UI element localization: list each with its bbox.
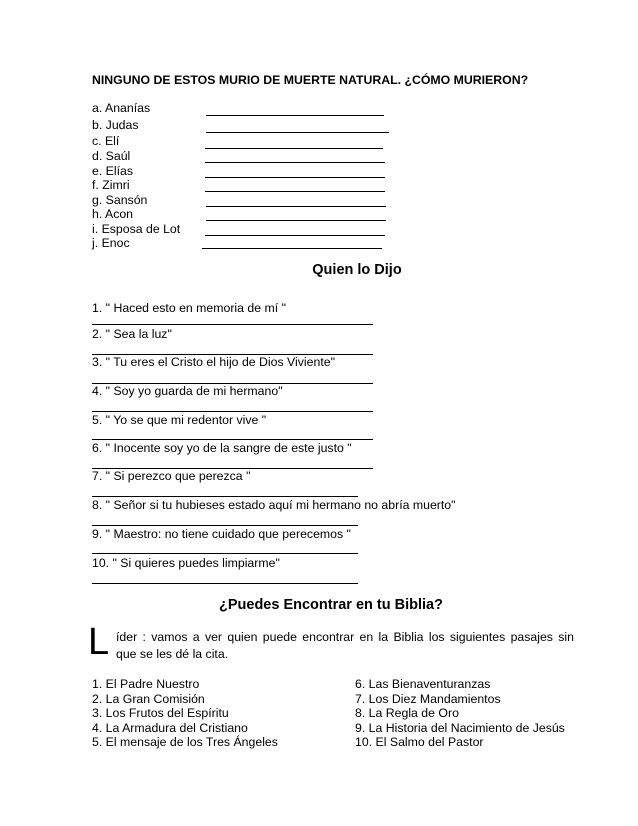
passage-item: 1. El Padre Nuestro [92, 677, 200, 691]
quote-question: 6. " Inocente soy yo de la sangre de este justo " [92, 441, 352, 455]
answer-line [92, 496, 358, 497]
answer-line [202, 248, 382, 249]
passage-item: 9. La Historia del Nacimiento de Jesús [355, 721, 565, 735]
answer-line [206, 115, 384, 116]
section1-title: NINGUNO DE ESTOS MURIO DE MUERTE NATURAL. ¿CÓMO MURIERON? [92, 73, 529, 87]
passage-item: 3. Los Frutos del Espíritu [92, 706, 229, 720]
passage-item: 7. Los Diez Mandamientos [355, 692, 501, 706]
passage-item: 6. Las Bienaventuranzas [355, 677, 491, 691]
answer-line [206, 220, 386, 221]
quote-question: 7. " Si perezco que perezca " [92, 469, 251, 483]
answer-line [92, 411, 373, 412]
death-item-label: b. Judas [92, 118, 139, 132]
death-item-label: e. Elías [92, 164, 134, 178]
death-item-label: a. Ananías [92, 101, 151, 115]
death-item-label: h. Acon [92, 207, 134, 221]
death-item-label: c. Elí [92, 134, 120, 148]
answer-line [206, 132, 389, 133]
answer-line [92, 439, 373, 440]
quote-question: 2. " Sea la luz" [92, 327, 172, 341]
passage-item: 5. El mensaje de los Tres Ángeles [92, 735, 278, 749]
quote-question: 1. " Haced esto en memoria de mí " [92, 301, 286, 315]
drop-cap-letter: L [88, 621, 110, 663]
death-item-label: f. Zimri [92, 178, 130, 192]
answer-line [205, 177, 385, 178]
instructions-line-2: que se les dé la cita. [116, 647, 229, 661]
quote-question: 9. " Maestro: no tiene cuidado que perecemos " [92, 527, 351, 541]
quote-question: 3. " Tu eres el Cristo el hijo de Dios Viviente" [92, 355, 335, 369]
death-item-label: i. Esposa de Lot [92, 222, 181, 236]
section2-title: Quien lo Dijo [312, 262, 402, 278]
quote-question: 4. " Soy yo guarda de mi hermano" [92, 384, 283, 398]
passage-item: 2. La Gran Comisión [92, 692, 205, 706]
instructions-line-1: íder : vamos a ver quien puede encontrar en la Biblia los siguientes pasajes sin [116, 630, 574, 644]
answer-line [92, 525, 358, 526]
passage-item: 8. La Regla de Oro [355, 706, 459, 720]
quote-question: 10. " Si quieres puedes limpiarme" [92, 556, 280, 570]
answer-line [92, 324, 373, 325]
answer-line [92, 553, 358, 554]
quote-question: 5. " Yo se que mi redentor vive " [92, 413, 267, 427]
passage-item: 10. El Salmo del Pastor [355, 735, 484, 749]
passage-item: 4. La Armadura del Cristiano [92, 721, 248, 735]
answer-line [206, 206, 386, 207]
answer-line [205, 148, 383, 149]
answer-line [205, 235, 385, 236]
answer-line [205, 191, 385, 192]
section3-title: ¿Puedes Encontrar en tu Biblia? [219, 597, 443, 613]
death-item-label: g. Sansón [92, 193, 148, 207]
death-item-label: d. Saúl [92, 149, 131, 163]
death-item-label: j. Enoc [92, 236, 130, 250]
quote-question: 8. " Señor si tu hubieses estado aquí mi hermano no abría muerto" [92, 498, 456, 512]
answer-line [205, 162, 385, 163]
answer-line [92, 583, 358, 584]
